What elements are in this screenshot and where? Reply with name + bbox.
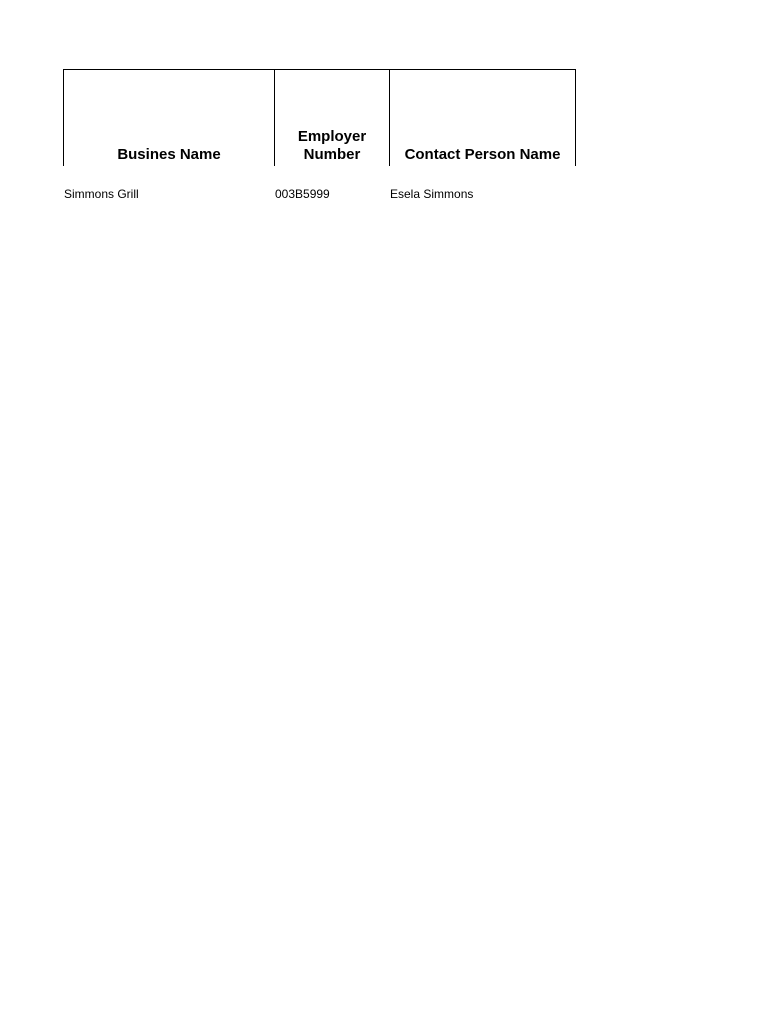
table-header-row (63, 69, 576, 166)
header-business-name (63, 69, 274, 166)
cell-contact-person-name: Esela Simmons (390, 187, 474, 201)
table-row (63, 186, 576, 202)
header-employer-number-label: Employer Number (297, 128, 367, 163)
header-contact-person-name-label: Contact Person Name (404, 146, 561, 163)
header-employer-number (274, 69, 389, 166)
cell-business-name: Simmons Grill (64, 187, 139, 201)
header-business-name-label: Busines Name (117, 146, 221, 163)
header-contact-person-name (389, 69, 576, 166)
cell-employer-number: 003B5999 (275, 187, 330, 201)
